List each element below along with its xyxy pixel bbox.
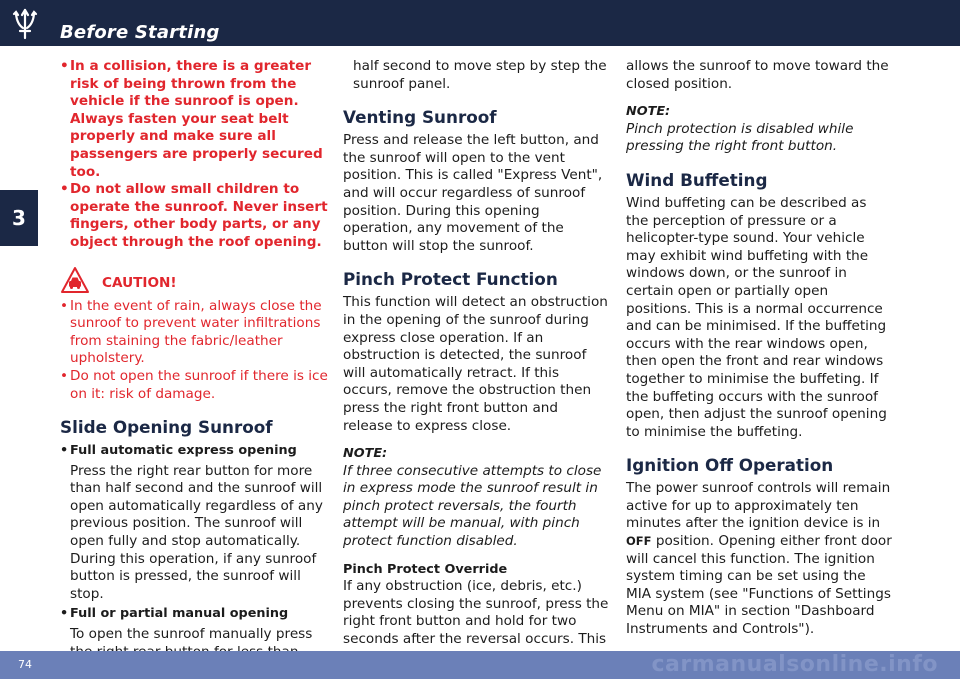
caution-car-icon bbox=[60, 266, 90, 294]
column-2 bbox=[343, 58, 609, 649]
trident-logo-icon bbox=[6, 4, 44, 42]
venting-text: Press and release the left button, and the sunroof will open to the vent position. This is called "Express Vent", and will occur regardless of sunroof position. During this opening operation, any movement of the button will stop the sunroof. bbox=[343, 132, 603, 254]
venting-heading: Venting Sunroof bbox=[343, 107, 497, 128]
pinch-protect-text: This function will detect an obstruction in the opening of the sunroof during express close operation. If an obstruction is detected, the sunroof will automatically retract. If this occurs, remove the obstruction then press the right front button and release to express close. bbox=[343, 294, 608, 434]
manual-label: • Full or partial manual opening bbox=[60, 606, 289, 622]
ignition-off-heading: Ignition Off Operation bbox=[626, 455, 834, 476]
page-footer bbox=[0, 651, 960, 679]
page-number: 74 bbox=[18, 658, 32, 671]
caution-bullet: • In the event of rain, always close the sunroof to prevent water infiltrations from staining the fabric/leather upholstery. bbox=[60, 297, 322, 367]
section-title: Before Starting bbox=[60, 22, 220, 43]
wind-buffeting-text: Wind buffeting can be described as the perception of pressure or a helicopter-type sound. Your vehicle may exhibit wind buffeting with the windows down, or the sunroof in certain open or partially open positions. This is a normal occurrence and can be minimised. If the buffeting occurs with the rear windows open, then open the front and rear windows together to minimise the buffeting. If the buffeting occurs with the sunroof open, then adjust the sunroof opening to minimise the buffeting. bbox=[626, 194, 887, 440]
ignition-off-text: The power sunroof controls will remain active for up to approximately ten minutes after the ignition device is in OFF position. Opening either front door will cancel this function. The ignition system timing can be set using the MIA system (see "Functions of Settings Menu on MIA" in section "Dashboard Instruments and Controls"). bbox=[626, 480, 892, 638]
note-text: If three consecutive attempts to close in express mode the sunroof result in pinch protect reversals, the fourth attempt will be manual, with pinch protect function disabled. bbox=[343, 462, 602, 550]
note-text: Pinch protection is disabled while pressing the right front button. bbox=[626, 120, 854, 155]
pinch-protect-heading: Pinch Protect Function bbox=[343, 269, 558, 290]
watermark: carmanualsonline.info bbox=[651, 652, 938, 677]
off-label: OFF bbox=[626, 534, 652, 549]
page-header bbox=[0, 0, 960, 46]
chapter-tab: 3 bbox=[0, 190, 38, 246]
manual-text: To open the sunroof manually press bbox=[70, 626, 313, 643]
slide-opening-heading: Slide Opening Sunroof bbox=[60, 417, 273, 438]
note-label: NOTE: bbox=[343, 446, 388, 462]
note-label: NOTE: bbox=[626, 104, 671, 120]
caution-label: CAUTION! bbox=[102, 274, 177, 291]
column-3 bbox=[626, 58, 892, 639]
warning-bullet: • Do not allow small children to operate the sunroof. Never insert fingers, other body parts, or any object through the roof opening. bbox=[60, 181, 328, 250]
caution-bullet: • Do not open the sunroof if there is ice on it: risk of damage. bbox=[60, 367, 328, 402]
override-label: Pinch Protect Override bbox=[343, 561, 508, 577]
warning-bullet: • In a collision, there is a greater risk of being thrown from the vehicle if the sunroof is open. Always fasten your seat belt properly and make sure all passengers are properly secured too. bbox=[60, 58, 323, 180]
full-auto-label: • Full automatic express opening bbox=[60, 443, 297, 459]
override-text: If any obstruction (ice, debris, etc.) prevents closing the sunroof, press the right front button and hold for two seconds after the reversal occurs. This bbox=[343, 578, 609, 648]
column-1 bbox=[60, 58, 328, 661]
full-auto-text: Press the right rear button for more than half second and the sunroof will open automatically regardless of any previous position. The sunroof will open fully and stop automatically. During this operation, if any sunroof button is pressed, the sunroof will stop. bbox=[70, 462, 323, 602]
continued-text: half second to move step by step the sunroof panel. bbox=[353, 58, 607, 92]
caution-header bbox=[60, 266, 328, 294]
wind-buffeting-heading: Wind Buffeting bbox=[626, 169, 768, 190]
continued-text: allows the sunroof to move toward the closed position. bbox=[626, 58, 889, 92]
